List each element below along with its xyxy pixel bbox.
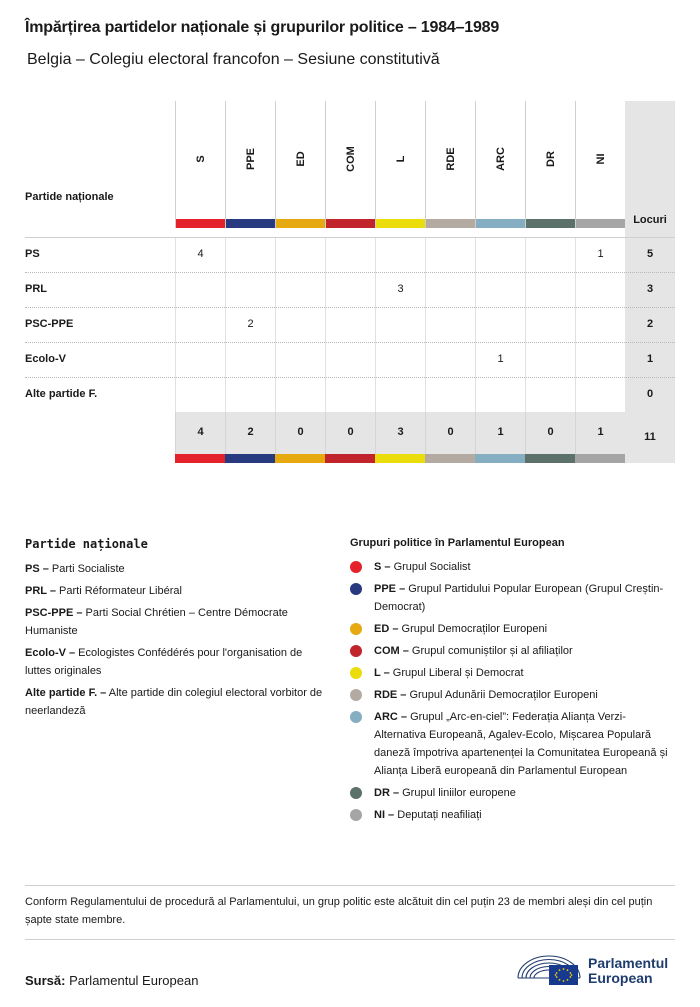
group-color-bar [225,454,275,463]
legend-party-desc: Ecologistes Confédérés pour l'organisation de luttes originales [25,647,303,677]
seat-cell [575,378,625,413]
seat-cell [175,308,225,343]
column-total: 3 [375,412,425,454]
seat-cell [575,273,625,308]
legend-party-desc: Parti Réformateur Libéral [55,585,182,597]
seat-cell [475,238,525,273]
legend-party-desc: Alte partide din colegiul electoral vorbitor de neerlandeză [25,687,323,717]
table-row [25,342,675,377]
seat-cell [425,238,475,273]
legend-group-code: RDE – [374,689,407,701]
legend-party-code: Ecolo-V – [25,647,76,659]
seat-cell [425,308,475,343]
legend-political-groups-heading: Grupuri politice în Parlamentul European [350,537,565,549]
seat-cell [475,273,525,308]
seat-cell [475,378,525,413]
column-total: 0 [275,412,325,454]
legend-group-item [350,558,670,576]
legend-party-code: PRL – [25,585,56,597]
row-total: 0 [646,388,654,400]
hemicycle-icon [516,948,582,990]
column-total: 1 [475,412,525,454]
group-color-bar [476,219,525,228]
table-row [25,377,675,412]
group-color-bar [526,219,575,228]
seat-cell [475,308,525,343]
legend-party-item [25,644,325,680]
party-name: PS [25,248,40,260]
divider [25,939,675,940]
group-code-label: RDE [444,147,457,171]
party-name: PSC-PPE [25,318,74,330]
source-value: Parlamentul European [65,973,199,988]
group-column-header [325,101,375,228]
seat-cell [275,378,325,413]
seat-cell [225,238,275,273]
group-column-header [575,101,625,228]
legend-group-desc: Grupul comuniștilor și al afiliaților [408,645,573,657]
seat-cell: 1 [575,238,625,273]
seat-cell [325,238,375,273]
legend-group-item [350,806,670,824]
seat-cell [275,238,325,273]
legend-party-item [25,684,325,720]
distribution-table [25,101,675,463]
group-color-bar [475,454,525,463]
european-parliament-logo [516,948,676,990]
legend-group-item [350,784,670,802]
group-color-dot [350,689,362,701]
legend-group-desc: Grupul Democraților Europeni [398,623,548,635]
legend-group-desc: Grupul Partidului Popular European (Grupul Creștin-Democrat) [374,583,664,613]
seat-cell [225,273,275,308]
seat-cell [275,273,325,308]
legend-group-code: PPE – [374,583,406,595]
seat-cell [525,378,575,413]
party-name: PRL [25,283,47,295]
legend-group-desc: Grupul liniilor europene [399,787,516,799]
seat-cell [175,273,225,308]
group-color-bar [325,454,375,463]
logo-text-line2: European [588,970,653,986]
page-title: Împărțirea partidelor naționale și grupurilor politice – 1984–1989 [25,19,500,36]
party-name: Ecolo-V [25,353,66,365]
group-color-bar [275,454,325,463]
legend-party-desc: Parti Social Chrétien – Centre Démocrate Humaniste [25,607,288,637]
seat-cell: 1 [475,343,525,378]
seat-cell [375,238,425,273]
seat-cell [375,378,425,413]
group-code-label: DR [544,151,557,167]
group-color-bar [525,454,575,463]
legend-group-desc: Grupul Liberal și Democrat [389,667,524,679]
group-code-label: NI [594,153,607,165]
group-color-bar [226,219,275,228]
logo-text-line1: Parlamentul [588,955,669,971]
group-column-header [475,101,525,228]
legend-group-item [350,580,670,616]
page-subtitle: Belgia – Colegiu electoral francofon – Sesiune constitutivă [27,51,440,68]
legend-group-item [350,642,670,660]
seat-cell [525,343,575,378]
group-color-bar [375,454,425,463]
group-column-header [275,101,325,228]
seat-cell [325,273,375,308]
column-total: 1 [575,412,625,454]
legend-party-item [25,582,325,600]
group-color-bar [175,454,225,463]
group-color-bar [326,219,375,228]
legend-group-code: S – [374,561,391,573]
seat-cell [575,308,625,343]
legend-group-code: L – [374,667,390,679]
group-column-header [375,101,425,228]
party-name: Alte partide F. [25,388,98,400]
seat-cell [275,343,325,378]
legend-national-parties [25,537,325,724]
seat-cell [575,343,625,378]
group-code-label: ARC [494,147,507,171]
legend-group-desc: Grupul „Arc-en-ciel”: Federația Alianța Verzi-Alternativa Europeană, Agalev-Ecolo, Mișcarea Populară daneză împotriva apartenenței la Comunitatea Europeană și Alianța Liberă europeană din Parlamentul European [374,711,668,777]
group-color-dot [350,583,362,595]
seat-cell [325,378,375,413]
group-color-bar [426,219,475,228]
column-total: 2 [225,412,275,454]
table-row [25,272,675,307]
seat-cell: 3 [375,273,425,308]
row-total: 5 [646,248,654,260]
legend-group-code: COM – [374,645,409,657]
source-label: Sursă: [25,973,66,988]
seat-cell: 2 [225,308,275,343]
group-code-label: L [394,155,407,163]
group-color-bar [576,219,625,228]
legend-party-item [25,560,325,578]
group-color-dot [350,809,362,821]
group-code-label: S [194,155,207,163]
legend-party-item [25,604,325,640]
grand-total: 11 [644,431,656,443]
group-color-bar [176,219,225,228]
legend-party-desc: Parti Socialiste [48,563,125,575]
table-row [25,237,675,272]
group-color-bar [425,454,475,463]
legend-group-item [350,708,670,780]
column-total: 0 [325,412,375,454]
seat-cell [425,378,475,413]
seat-cell [425,343,475,378]
legend-group-code: ARC – [374,711,408,723]
seat-cell [225,378,275,413]
legend-group-desc: Deputați neafiliați [394,809,482,821]
source-line [25,973,198,988]
group-color-dot [350,711,362,723]
legend-group-desc: Grupul Socialist [390,561,471,573]
column-totals-row [175,412,625,463]
seat-cell [525,238,575,273]
group-color-dot [350,787,362,799]
group-code-label: ED [294,151,307,167]
seat-cell [375,308,425,343]
group-color-bar [376,219,425,228]
seat-cell [525,308,575,343]
column-total: 0 [425,412,475,454]
group-column-header [425,101,475,228]
group-column-header [175,101,225,228]
legend-group-desc: Grupul Adunării Democraților Europeni [406,689,598,701]
seat-cell [325,308,375,343]
row-total: 2 [646,318,654,330]
group-color-dot [350,561,362,573]
row-total: 3 [646,283,654,295]
legend-national-parties-heading: Partide naționale [25,537,148,551]
divider [25,885,675,886]
seat-cell [175,343,225,378]
legend-group-item [350,664,670,682]
group-color-bar [575,454,625,463]
legend-group-item [350,620,670,638]
group-code-label: PPE [244,147,257,171]
party-column-header: Partide naționale [25,191,114,203]
seat-cell: 4 [175,238,225,273]
legend-group-item [350,686,670,704]
seat-cell [425,273,475,308]
seat-cell [275,308,325,343]
seat-cell [325,343,375,378]
table-row [25,307,675,342]
legend-group-code: ED – [374,623,399,635]
legend-group-code: DR – [374,787,400,799]
seat-cell [525,273,575,308]
column-total: 4 [175,412,225,454]
group-code-label: COM [344,146,357,172]
legend-political-groups [350,537,670,828]
legend-party-code: Alte partide F. – [25,687,107,699]
group-color-dot [350,667,362,679]
group-color-dot [350,645,362,657]
seat-cell [375,343,425,378]
footnote: Conform Regulamentului de procedură al Parlamentului, un grup politic este alcătuit din cel puțin 23 de membri aleși din cel puțin șapte state membre. [25,896,653,926]
group-column-header [225,101,275,228]
group-color-dot [350,623,362,635]
locuri-column-header: Locuri [633,214,667,226]
group-color-bar [276,219,325,228]
seat-cell [225,343,275,378]
row-total: 1 [646,353,654,365]
column-total: 0 [525,412,575,454]
legend-group-code: NI – [374,809,395,821]
seat-cell [175,378,225,413]
legend-party-code: PSC-PPE – [25,607,83,619]
legend-party-code: PS – [25,563,49,575]
group-column-header [525,101,575,228]
